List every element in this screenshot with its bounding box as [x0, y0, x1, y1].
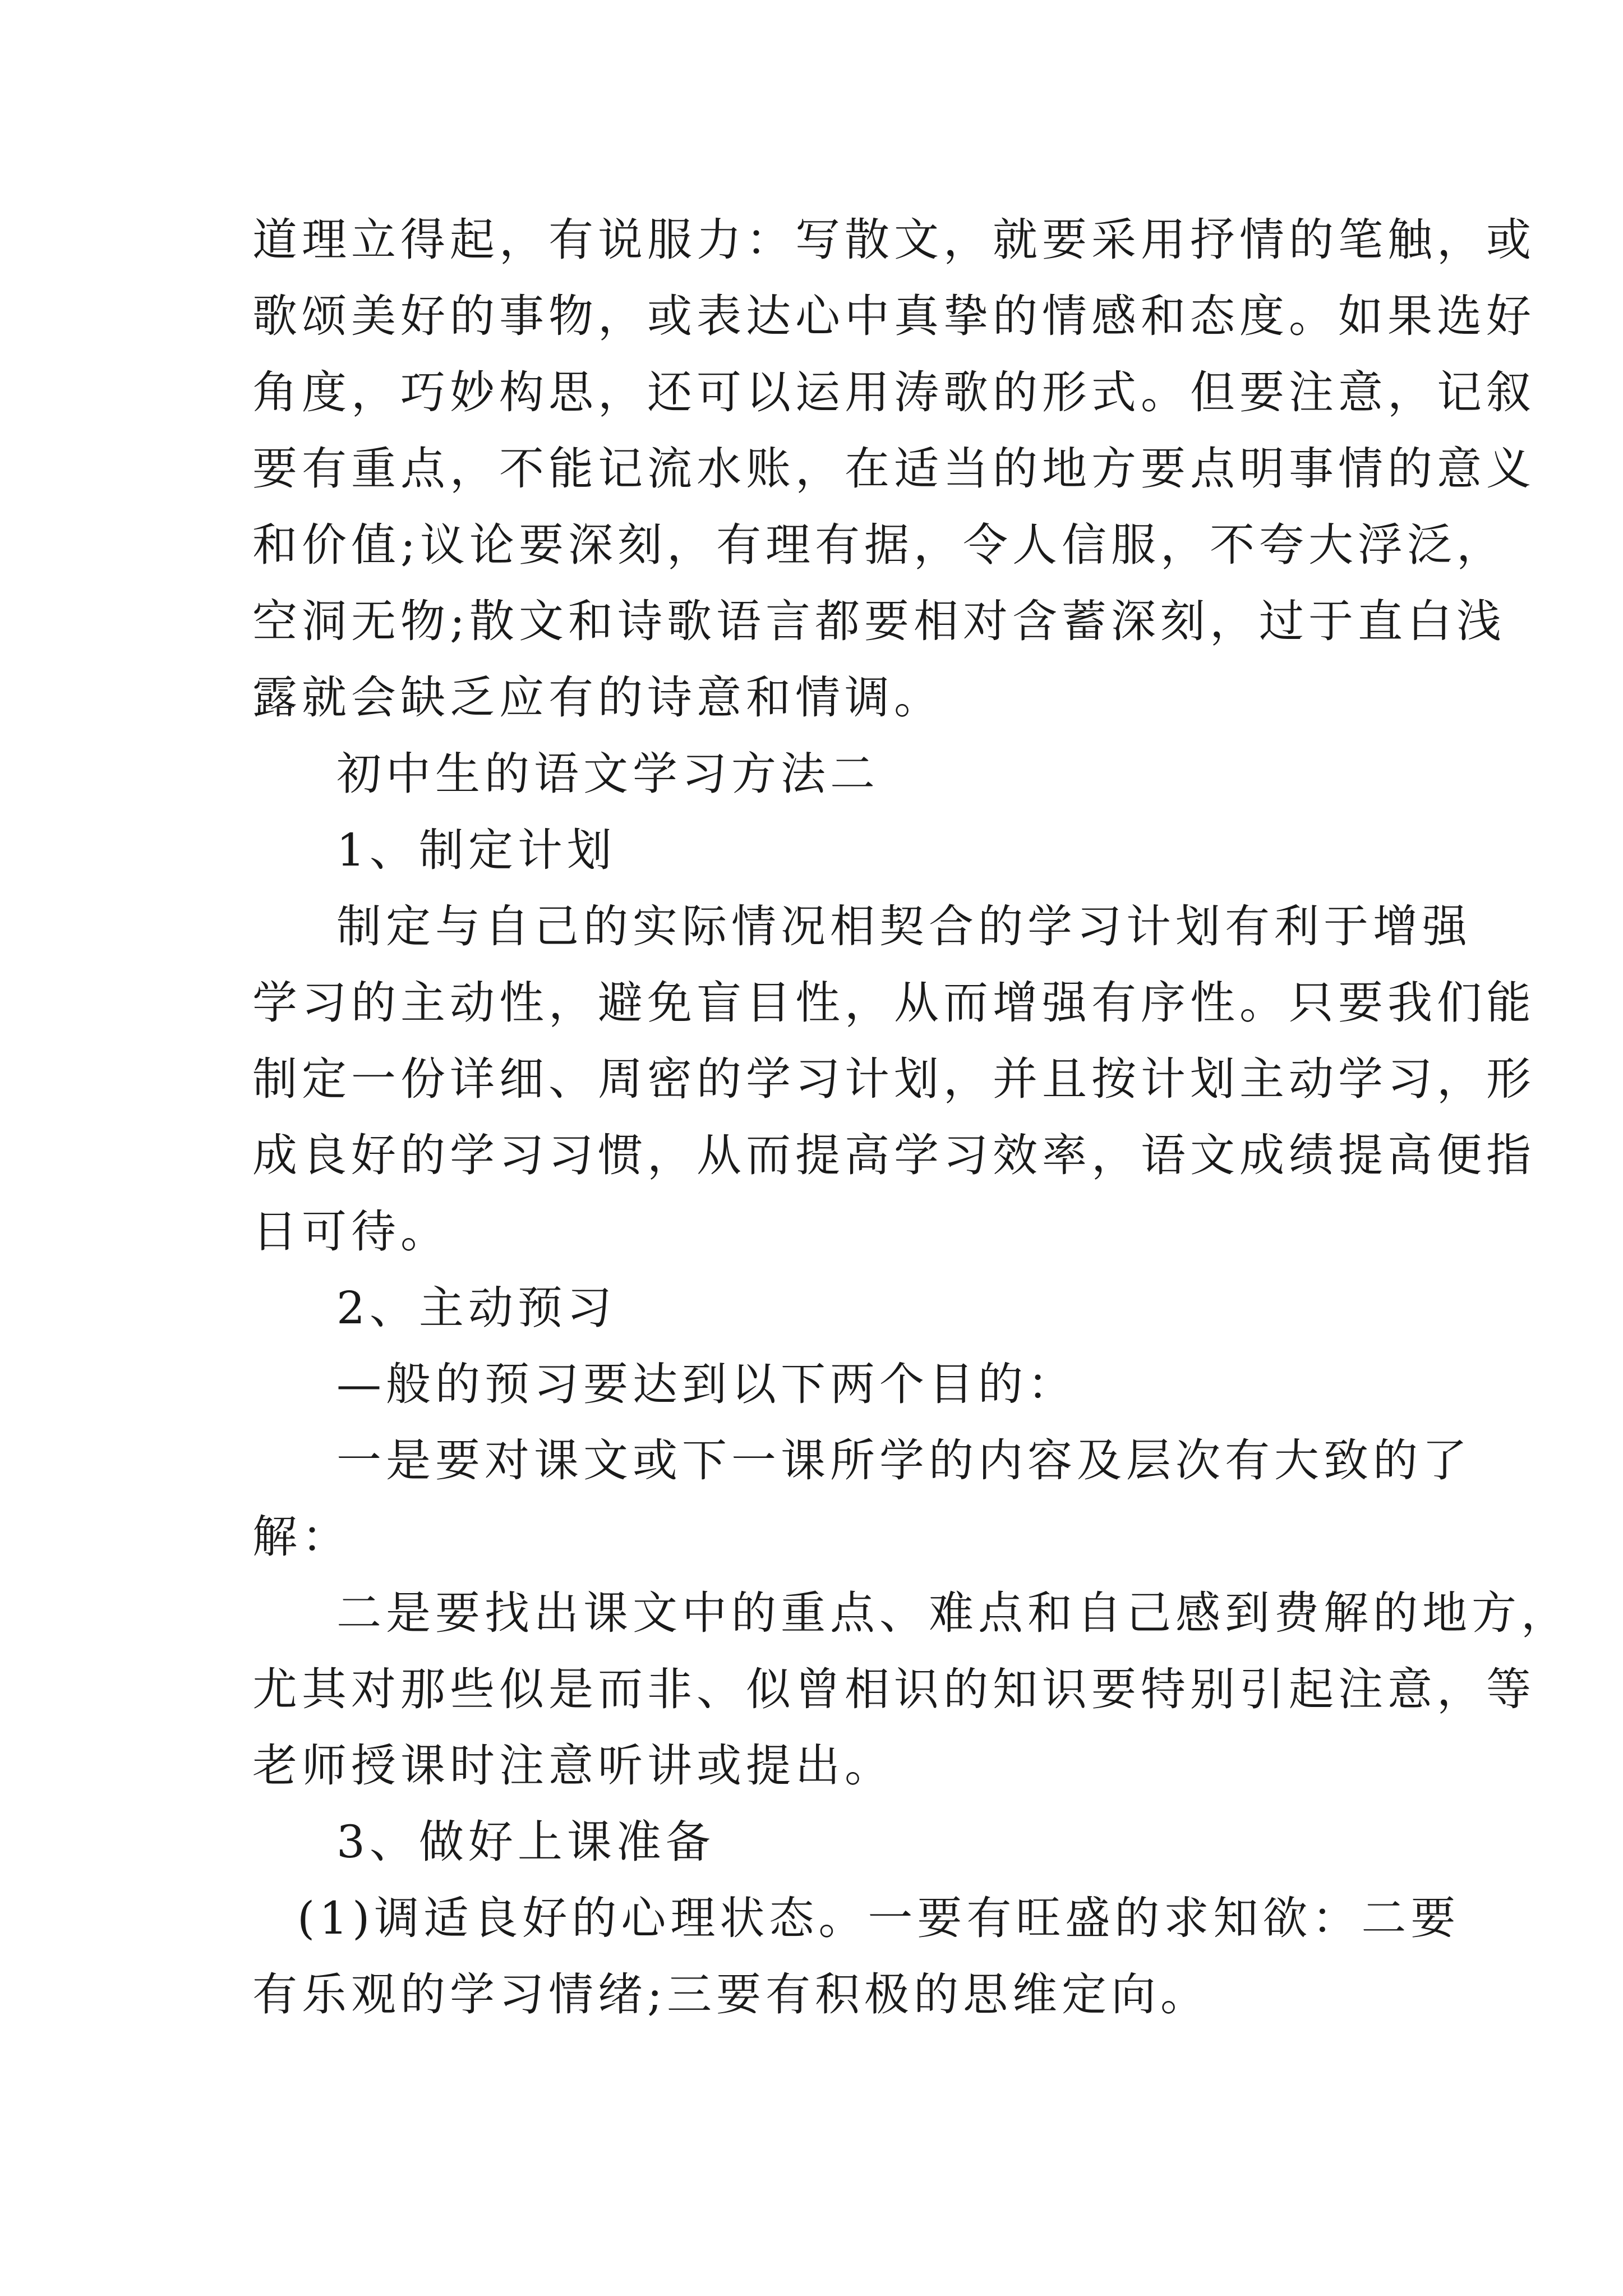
body-line: 日可待。 — [252, 1205, 450, 1258]
subheading: 2、主动预习 — [336, 1282, 616, 1334]
subheading: 3、做好上课准备 — [336, 1816, 715, 1868]
body-line: 要有重点，不能记流水账，在适当的地方要点明事情的意义 — [252, 443, 1536, 495]
body-line: 露就会缺乏应有的诗意和情调。 — [252, 671, 943, 724]
body-line: 老师授课时注意听讲或提出。 — [252, 1740, 894, 1792]
body-line: 成良好的学习习惯，从而提高学习效率，语文成绩提高便指 — [252, 1129, 1536, 1181]
body-line: 和价值;议论要深刻，有理有据，令人信服，不夸大浮泛， — [252, 519, 1506, 571]
body-line: 制定与自己的实际情况相契合的学习计划有利于增强 — [336, 900, 1472, 953]
section-heading: 初中生的语文学习方法二 — [336, 748, 879, 800]
body-line: 学习的主动性，避免盲目性，从而增强有序性。只要我们能 — [252, 977, 1536, 1029]
body-line: 有乐观的学习情绪;三要有积极的思维定向。 — [252, 1968, 1210, 2021]
body-line: 角度，巧妙构思，还可以运用涛歌的形式。但要注意，记叙 — [252, 366, 1536, 418]
body-line: 道理立得起，有说服力：写散文，就要采用抒情的笔触，或 — [252, 214, 1536, 266]
document-body — [252, 202, 1570, 2033]
body-line: (1)调适良好的心理状态。一要有旺盛的求知欲：二要 — [297, 1892, 1460, 1944]
body-line: —般的预习要达到以下两个目的： — [336, 1358, 1077, 1410]
body-line: 二是要找出课文中的重点、难点和自己感到费解的地方， — [336, 1587, 1570, 1639]
subheading: 1、制定计划 — [336, 824, 616, 876]
body-line: 一是要对课文或下一课所学的内容及层次有大致的了 — [336, 1434, 1472, 1487]
body-line: 空洞无物;散文和诗歌语言都要相对含蓄深刻，过于直白浅 — [252, 595, 1506, 647]
body-line: 尤其对那些似是而非、似曾相识的知识要特别引起注意，等 — [252, 1663, 1536, 1715]
body-line: 歌颂美好的事物，或表达心中真挚的情感和态度。如果选好 — [252, 290, 1536, 342]
body-line: 解： — [252, 1511, 351, 1563]
body-line: 制定一份详细、周密的学习计划，并且按计划主动学习，形 — [252, 1053, 1536, 1105]
